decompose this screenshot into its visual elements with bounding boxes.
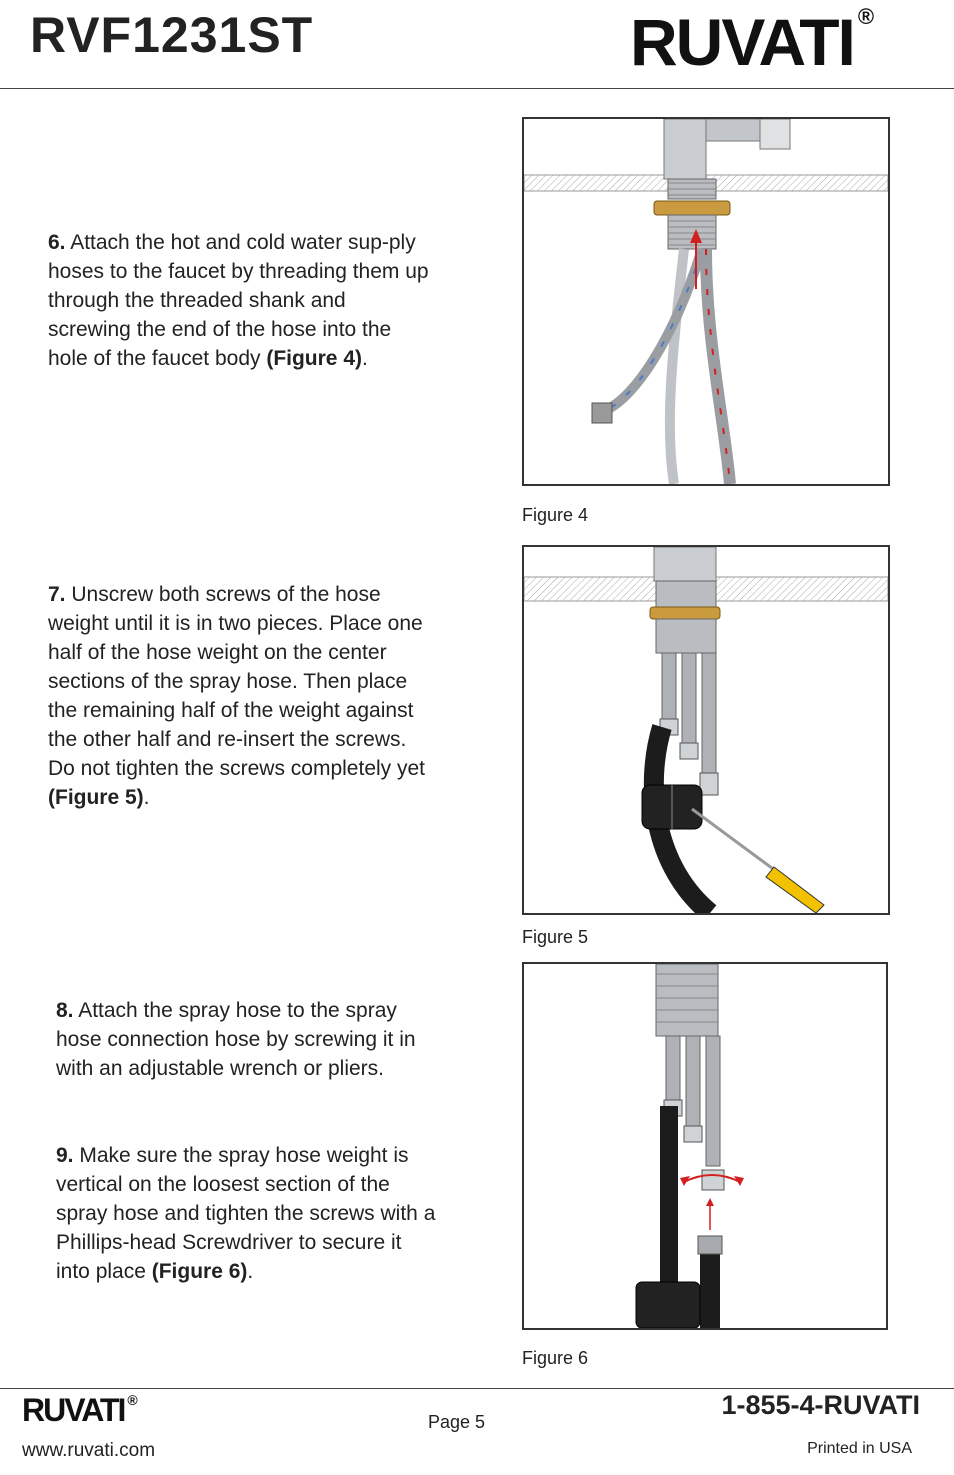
page-number: Page 5 <box>428 1412 486 1432</box>
figure-4-illustration <box>522 117 890 486</box>
figure-6-illustration <box>522 962 888 1330</box>
website-link[interactable]: www.ruvati.com <box>22 1440 156 1461</box>
figure-4-caption: Figure 4 <box>522 505 589 525</box>
figure-6-caption: Figure 6 <box>522 1348 589 1368</box>
footer-ruvati-logo: RUVATI ® <box>22 1392 138 1428</box>
step-9: 9. Make sure the spray hose weight is vertical on the loosest section of the spray hose and tighten the screws with a Phillips-head Screwdriver to secure it into place (Figure 6). <box>56 1144 436 1283</box>
figure-5-illustration <box>522 545 890 915</box>
model-number: RVF1231ST <box>30 7 314 63</box>
step-8: 8. Attach the spray hose to the spray hose connection hose by screwing it in with an adjustable wrench or pliers. <box>56 999 416 1080</box>
printed-in: Printed in USA <box>807 1440 912 1457</box>
ruvati-logo: RUVATI ® <box>630 4 875 79</box>
header-divider <box>0 88 954 89</box>
step-7: 7. Unscrew both screws of the hose weight until it is in two pieces. Place one half of the hose weight on the center sections of the spray hose. Then place the remaining half of the weight against the other half and re-insert the screws. Do not tighten the screws completely yet (Figure 5). <box>48 583 426 809</box>
footer-divider <box>0 1388 954 1389</box>
step-6: 6. Attach the hot and cold water sup-ply hoses to the faucet by threading them up through the threaded shank and screwing the end of the hose into the hole of the faucet body (Figure 4). <box>48 231 429 370</box>
figure-5-caption: Figure 5 <box>522 927 589 947</box>
phone-number: 1-855-4-RUVATI <box>721 1390 920 1420</box>
